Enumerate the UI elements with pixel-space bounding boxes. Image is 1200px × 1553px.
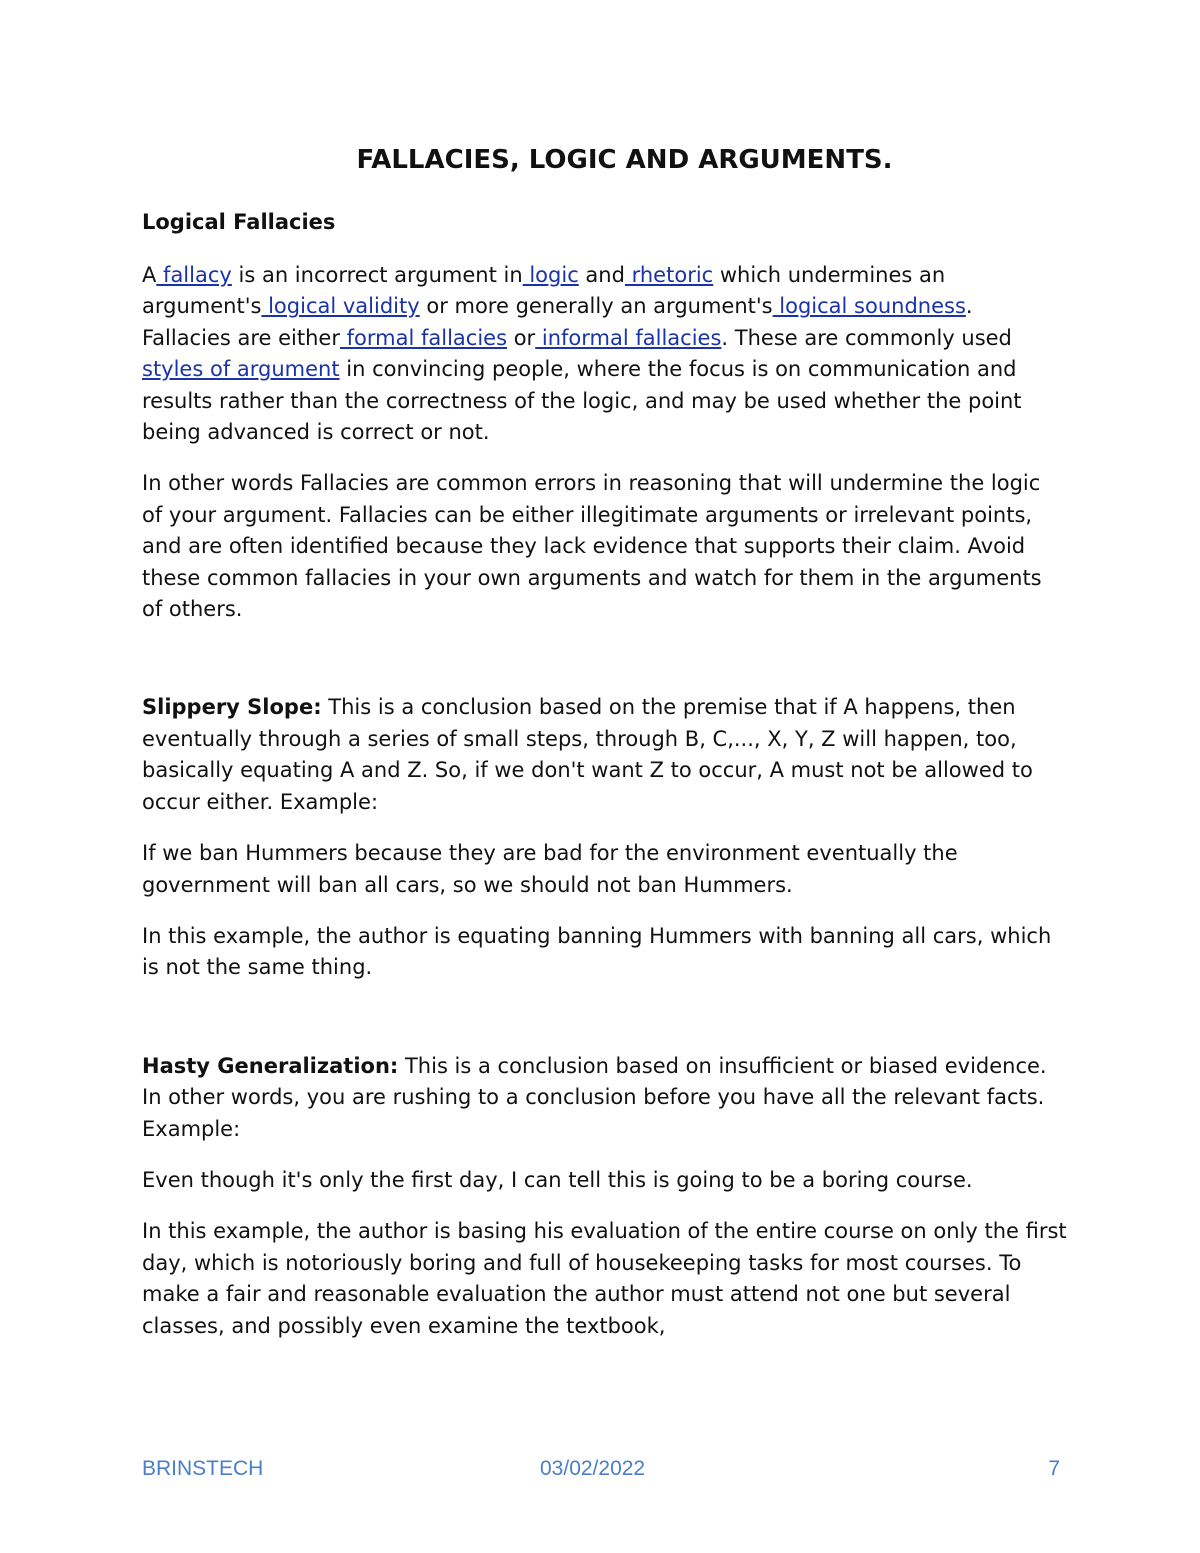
intro-text-6: . Fallacies are either (142, 294, 973, 350)
intro-paragraph (142, 260, 1067, 448)
intro-paragraph-2: In other words Fallacies are common errors in reasoning that will undermine the logic of your argument. Fallacies can be either illegitimate arguments or irrelevant points, and are often identified because they lack evidence that supports their claim. Avoid these common fallacies in your own arguments and watch for them in the arguments of others. (142, 471, 1042, 622)
slippery-slope-explanation: In this example, the author is equating banning Hummers with banning all cars, which is not the same thing. (142, 923, 1052, 980)
intro-text-3: and (578, 263, 625, 287)
link-logical-soundness[interactable]: logical soundness (772, 294, 966, 319)
slippery-slope-term: Slippery Slope: (142, 695, 322, 720)
intro-text-7: or (507, 325, 536, 350)
hasty-generalization-definition (142, 1051, 1067, 1145)
intro-text-4: which undermines an argument's (142, 263, 946, 319)
slippery-slope-definition (142, 692, 1067, 818)
intro-text-5: or more generally an argument's (419, 294, 773, 319)
hasty-generalization-text: This is a conclusion based on insufficient or biased evidence. In other words, you are rushing to a conclusion before you have all the relevant facts. Example: (142, 1053, 1047, 1141)
spacer (142, 1004, 1067, 1051)
spacer (142, 645, 1067, 692)
link-formal-fallacies[interactable]: formal fallacies (339, 325, 508, 350)
intro-text-8: . These are commonly used (721, 325, 1012, 350)
hasty-generalization-explanation: In this example, the author is basing his evaluation of the entire course on only the first day, which is notoriously boring and full of housekeeping tasks for most courses. To make a fair and reasonable evaluation the author must attend not one but several classes, and possibly even examine the textbook, (142, 1219, 1067, 1338)
footer-date: 03/02/2022 (540, 1457, 646, 1480)
intro-text-2: is an incorrect argument in (231, 263, 523, 287)
section-heading: Logical Fallacies (142, 210, 336, 234)
hasty-generalization-term: Hasty Generalization: (142, 1053, 399, 1078)
page-content (142, 140, 1067, 1362)
document-title: FALLACIES, LOGIC AND ARGUMENTS. (356, 145, 893, 175)
footer-page-number: 7 (1048, 1457, 1060, 1480)
slippery-slope-text: This is a conclusion based on the premise that if A happens, then eventually through a series of small steps, through B, C,..., X, Y, Z will happen, too, basically equating A and Z. So, if we don't want Z to occur, A must not be allowed to occur either. Example: (142, 695, 1033, 814)
page-footer (142, 1457, 1060, 1485)
intro-text-9: in convincing people, where the focus is on communication and results rather than the correctness of the logic, and may be used whether the point being advanced is correct or not. (142, 357, 1022, 445)
link-styles-of-argument[interactable]: styles of argument (142, 357, 340, 382)
link-logical-validity[interactable]: logical validity (261, 294, 420, 319)
footer-company: BRINSTECH (142, 1457, 264, 1480)
link-informal-fallacies[interactable]: informal fallacies (535, 325, 722, 350)
link-rhetoric[interactable]: rhetoric (624, 263, 714, 287)
hasty-generalization-example: Even though it's only the first day, I can tell this is going to be a boring course. (142, 1167, 973, 1192)
intro-text-1: A (142, 263, 157, 287)
link-fallacy[interactable]: fallacy (156, 263, 232, 287)
slippery-slope-example: If we ban Hummers because they are bad for the environment eventually the government will ban all cars, so we should not ban Hummers. (142, 841, 958, 897)
link-logic[interactable]: logic (522, 263, 579, 287)
